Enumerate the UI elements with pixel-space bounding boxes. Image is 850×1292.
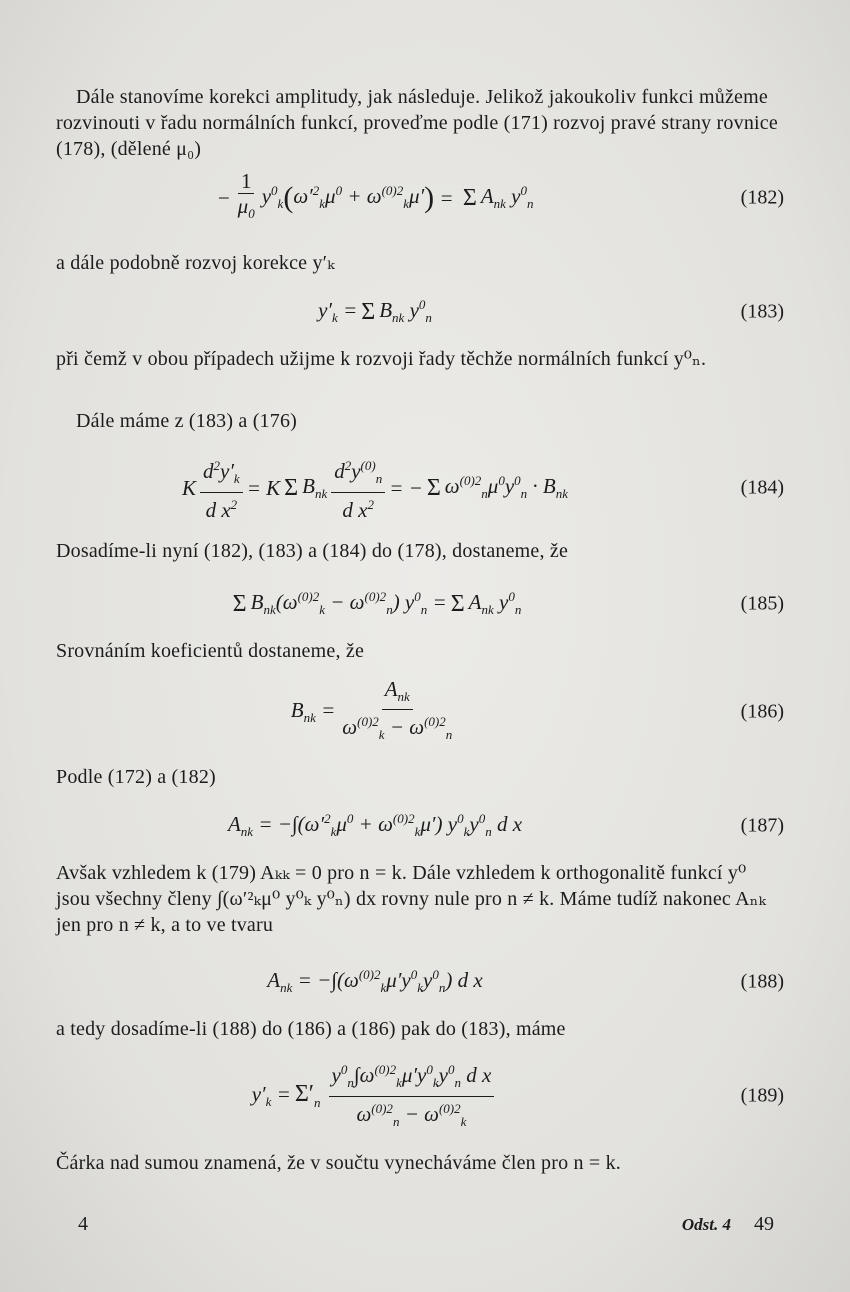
equation-number: (185) (740, 592, 784, 615)
equation-number: (188) (740, 970, 784, 993)
paragraph-correction: a dále podobně rozvoj korekce y′ₖ (56, 252, 335, 274)
equation-184 (56, 458, 784, 522)
equation-187 (56, 796, 784, 856)
equation-182 (56, 168, 784, 228)
paragraph-both-cases: při čemž v obou případech užijme k rozvoji řady těchže normálních funkcí y⁰ₙ. (56, 348, 707, 370)
equation-188-expr: $A_{nk} = -\int(\omega^{(0)2}_k\mu'y^0_ky^0_n)$ d x (267, 967, 483, 996)
footer-section: Odst. 4 (681, 1215, 731, 1234)
paragraph-compare: Srovnáním koeficientů dostaneme, že (56, 640, 365, 662)
paragraph-thus: a tedy dosadíme-li (188) do (186) a (186) pak do (183), máme (56, 1018, 566, 1040)
paragraph-intro: Dále stanovíme korekci amplitudy, jak následuje. Jelikož jakoukoliv funkci můžeme rozvinouti v řadu normálních funkcí, proveďme podle (171) rozvoj pravé strany rovnice (178), (dělené μ₀) (56, 86, 778, 160)
equation-182-expr: − $\frac{1}{\mu_0}$ $y^0_k$ ( $\omega'^2_k\mu^0 + \omega^{(0)2}_k\mu'$ ) = Σ $A_{nk}$ $y^0_n$ (216, 169, 534, 222)
equation-189 (56, 1062, 784, 1129)
equation-number: (182) (740, 186, 784, 209)
paragraph-however: Avšak vzhledem k (179) Aₖₖ = 0 pro n = k. Dále vzhledem k orthogonalitě funkcí y⁰ jsou všechny členy ∫(ω′²ₖμ⁰ y⁰ₖ y⁰ₙ) dx rovny nule pro n ≠ k. Máme tudíž nakonec Aₙₖ jen pro n ≠ k, a to ve tvaru (56, 862, 767, 936)
paragraph-further: Dále máme z (183) a (176) (76, 410, 298, 432)
equation-183 (56, 282, 784, 342)
equation-185-expr: Σ $B_{nk}(\omega^{(0)2}_k - \omega^{(0)2}_n) y^0_n$ = Σ $A_{nk}$ $y^0_n$ (232, 589, 522, 618)
equation-187-expr: $A_{nk} = -\int(\omega'^2_k\mu^0 + \omega^{(0)2}_k\mu')$ $y^0_ky^0_n$ d x (227, 811, 523, 840)
equation-number: (187) (740, 814, 784, 837)
equation-186 (56, 676, 784, 743)
paragraph-according: Podle (172) a (182) (56, 766, 216, 788)
equation-186-expr: $B_{nk}$ = $\frac{A_{nk}}{\omega^{(0)2}_k - \omega^{(0)2}_n}$ (290, 676, 453, 743)
footer-page-info (682, 1213, 774, 1236)
paragraph-comma-note: Čárka nad sumou znamená, že v součtu vynecháváme člen pro n = k. (56, 1152, 621, 1174)
equation-number: (186) (740, 700, 784, 723)
footer-signature: 4 (78, 1213, 88, 1235)
equation-number: (189) (740, 1084, 784, 1107)
equation-189-expr: $y'_k$ = $\Sigma'_n$ $\frac{y^0_n\int\omega^{(0)2}_k\mu'y^0_ky^0_n d x}{\omega^{(0)2}_n - \omega^{(0)2}_k}$ (56, 1066, 694, 1126)
page-number: 49 (754, 1213, 774, 1235)
equation-185 (56, 574, 784, 634)
equation-number: (183) (740, 300, 784, 323)
equation-184-expr: K $\frac{d^2y'_k}{d x^2}$ = K Σ $B_{nk}$ $\frac{d^2y^{(0)}_n}{d x^2}$ = − Σ $\omega^{(0)2}_n\mu^0y^0_n \cdot B_{nk}$ (56, 458, 694, 518)
paragraph-substitute: Dosadíme-li nyní (182), (183) a (184) do (178), dostaneme, že (56, 540, 569, 562)
equation-188 (56, 952, 784, 1012)
equation-183-expr: $y'_k$ = Σ $B_{nk}$ $y^0_n$ (318, 297, 432, 326)
equation-number: (184) (740, 476, 784, 499)
